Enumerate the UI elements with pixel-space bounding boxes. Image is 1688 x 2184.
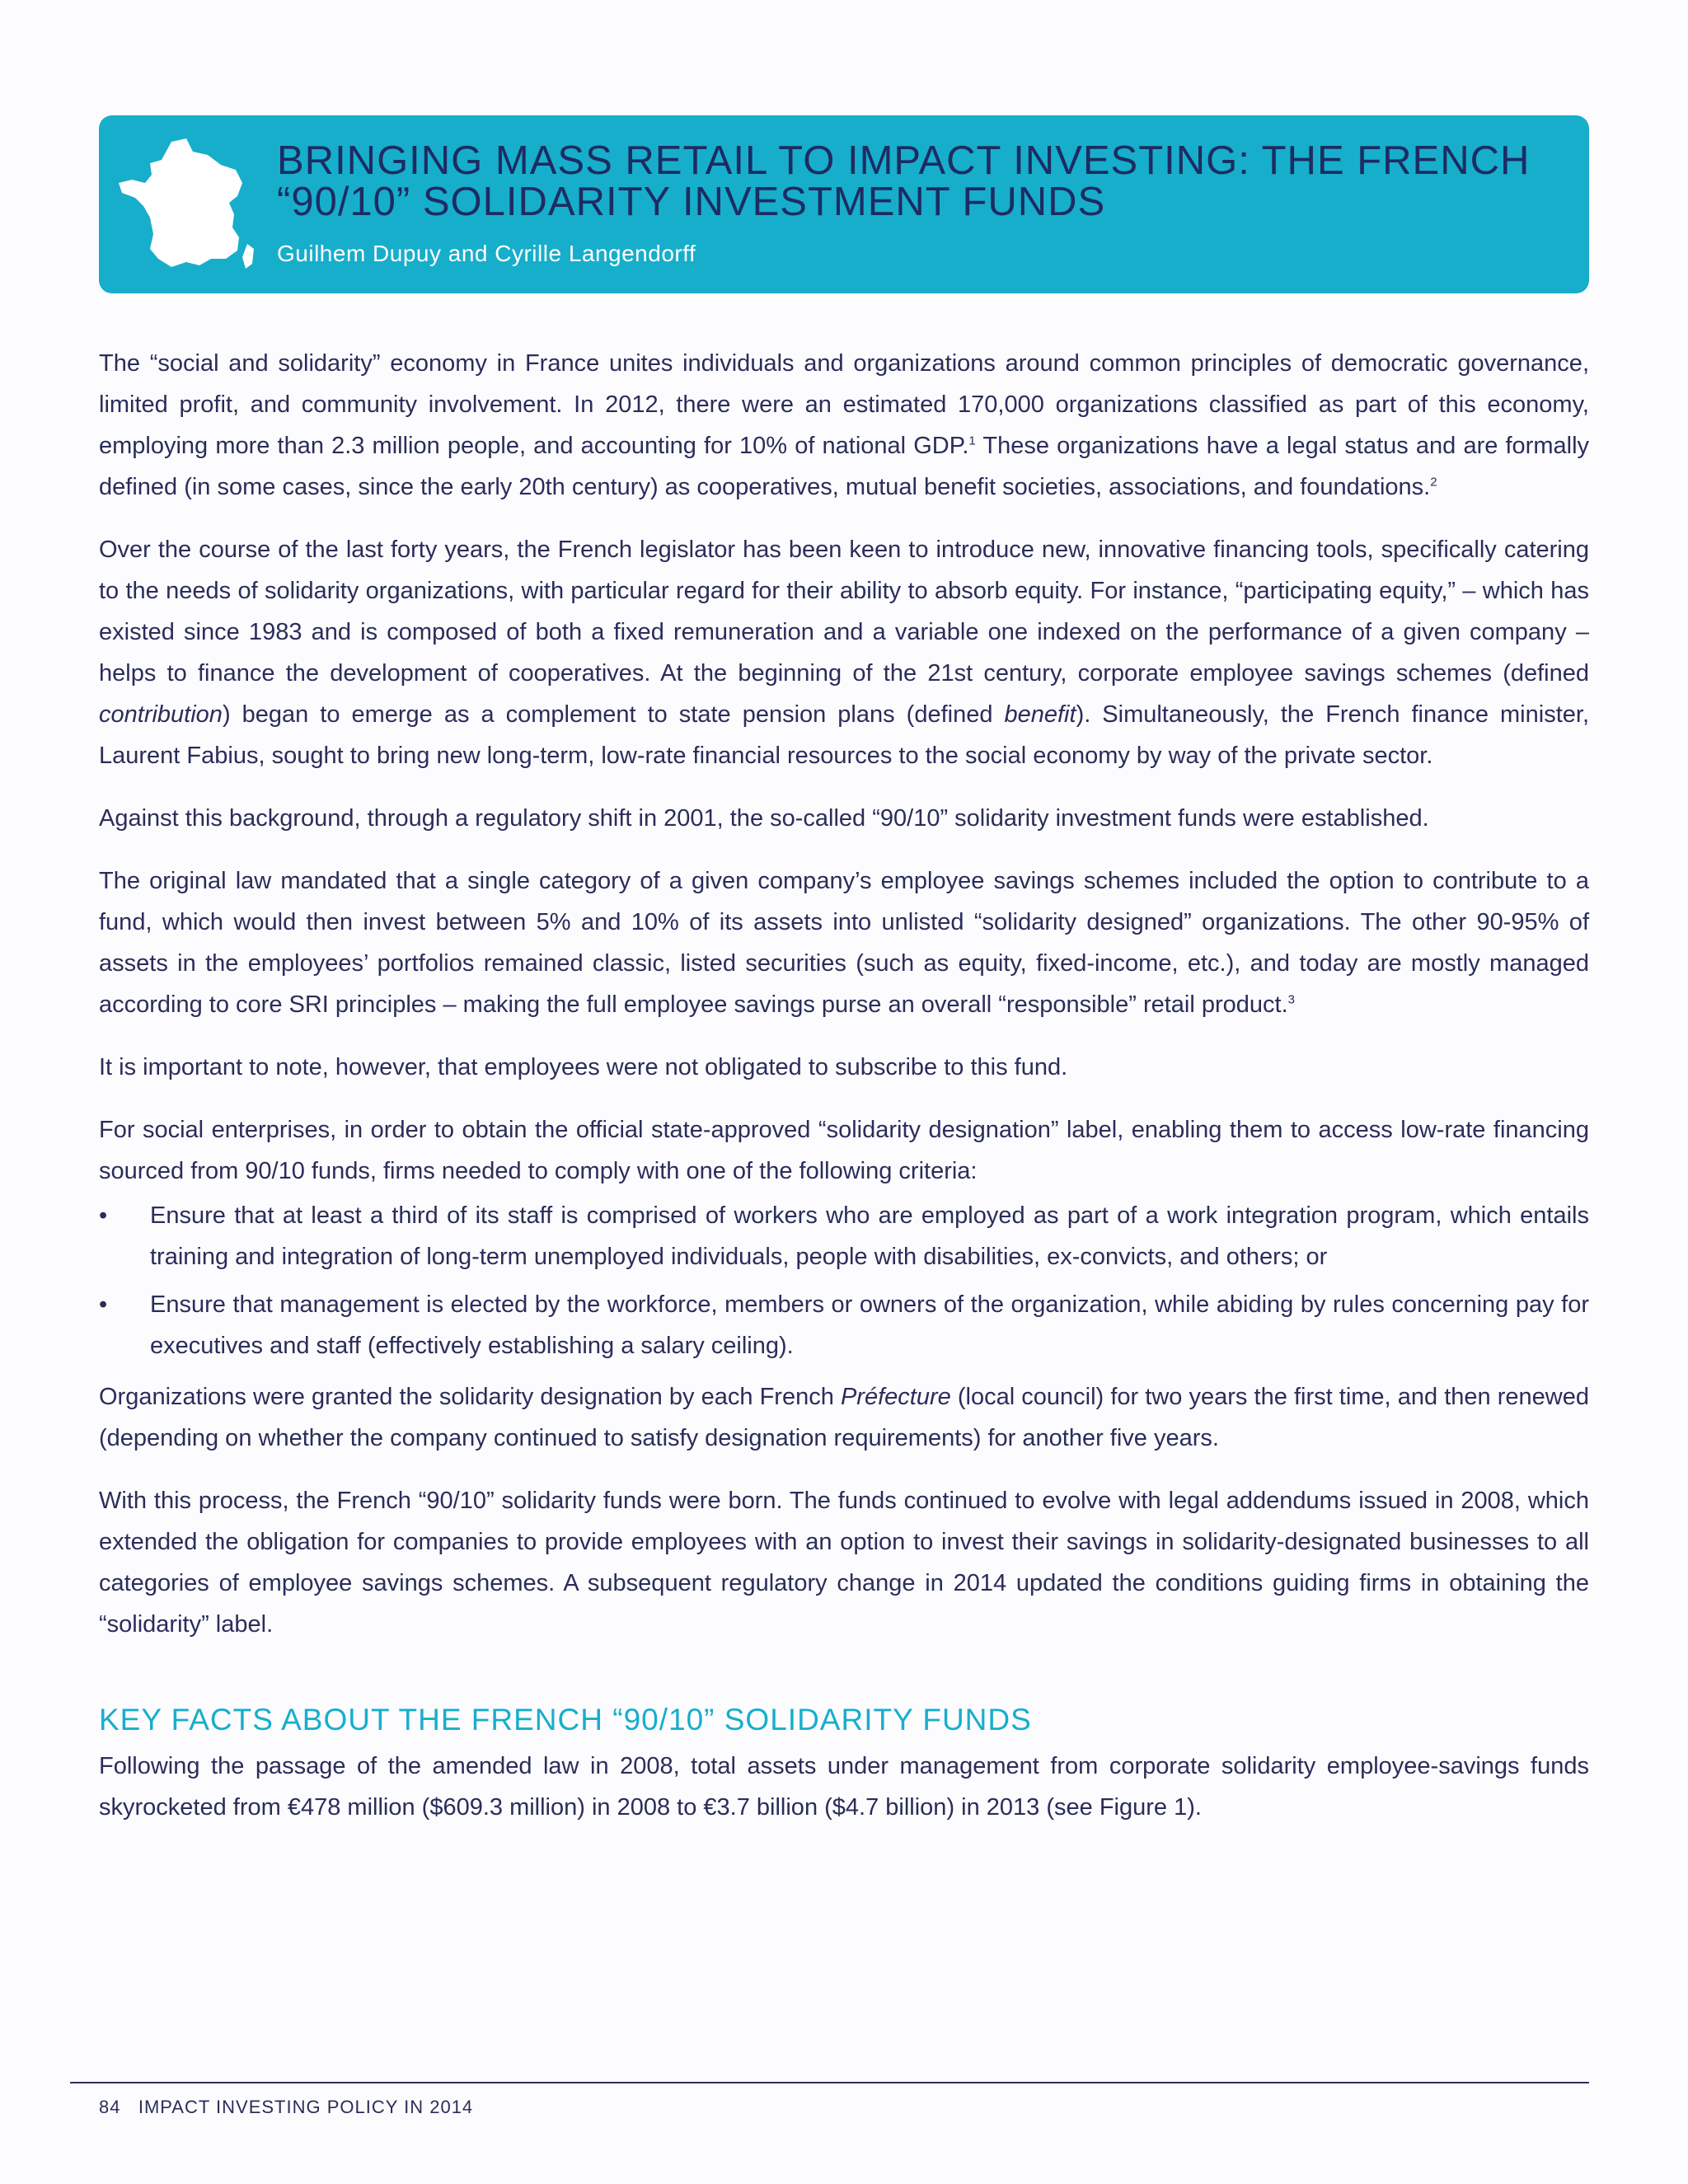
page-number: 84 xyxy=(99,2097,121,2117)
paragraph: Against this background, through a regulatory shift in 2001, the so-called “90/10” solidarity investment funds were established. xyxy=(99,805,1429,832)
title-banner xyxy=(99,115,1589,293)
page-footer xyxy=(99,2097,473,2118)
running-title: IMPACT INVESTING POLICY IN 2014 xyxy=(138,2097,474,2117)
paragraph: Following the passage of the amended law in 2008, total assets under management from corporate solidarity employee-savings funds skyrocketed from €478 million ($609.3 million) in 2008 to €3.7 billion ($4.7 billion) in 2013 (see Figure 1). xyxy=(99,1753,1589,1821)
list-item: • Ensure that management is elected by the workforce, members or owners of the organization, while abiding by rules concerning pay for executives and staff (effectively establishing a salary ceiling). xyxy=(99,1284,1589,1366)
paragraph: The “social and solidarity” economy in France unites individuals and organizations around common principles of democratic governance, limited profit, and community involvement. In 2012, there were an estimated 170,000 organizations classified as part of this economy, employing more than 2.3 million people, and accounting for 10% of national GDP.$^1$ These organizations have a legal status and are formally defined (in some cases, since the early 20th century) as cooperatives, mutual benefit societies, associations, and foundations.$^2$ xyxy=(99,350,1590,500)
france-map-icon xyxy=(117,135,257,275)
paragraph: The original law mandated that a single category of a given company’s employee savings schemes included the option to contribute to a fund, which would then invest between 5% and 10% of its assets into unlisted “solidarity designed” organizations. The other 90-95% of assets in the employees’ portfolios remained classic, listed securities (such as equity, fixed-income, etc.), and today are mostly managed according to core SRI principles – making the full employee savings purse an overall “responsible” retail product.$^3$ xyxy=(99,868,1589,1018)
article-body xyxy=(99,343,1589,1849)
section-heading: KEY FACTS ABOUT THE FRENCH “90/10” SOLIDARITY FUNDS xyxy=(99,1703,1032,1736)
list-item: • Ensure that at least a third of its staff is comprised of workers who are employed as part of a work integration program, which entails training and integration of long-term unemployed individuals, people with disabilities, ex-convicts, and others; or xyxy=(99,1195,1589,1277)
paragraph: Over the course of the last forty years, the French legislator has been keen to introduce new, innovative financing tools, specifically catering to the needs of solidarity organizations, with particular regard for their ability to absorb equity. For instance, “participating equity,” – which has existed since 1983 and is composed of both a fixed remuneration and a variable one indexed on the performance of a given company – helps to finance the development of cooperatives. At the beginning of the 21st century, corporate employee savings schemes (defined contribution) began to emerge as a complement to state pension plans (defined benefit). Simultaneously, the French finance minister, Laurent Fabius, sought to bring new long-term, low-rate financial resources to the social economy by way of the private sector. xyxy=(99,537,1589,769)
paragraph: With this process, the French “90/10” solidarity funds were born. The funds continued to evolve with legal addendums issued in 2008, which extended the obligation for companies to provide employees with an option to invest their savings in solidarity-designated businesses to all categories of employee savings schemes. A subsequent regulatory change in 2014 updated the conditions guiding firms in obtaining the “solidarity” label. xyxy=(99,1488,1589,1638)
paragraph: Organizations were granted the solidarity designation by each French Préfecture (local council) for two years the first time, and then renewed (depending on whether the company continued to satisfy designation requirements) for another five years. xyxy=(99,1384,1589,1451)
footnote-ref[interactable]: 1 xyxy=(968,434,976,448)
paragraph: It is important to note, however, that employees were not obligated to subscribe to this fund. xyxy=(99,1054,1068,1080)
footnote-ref[interactable]: 2 xyxy=(1430,475,1437,490)
criteria-list xyxy=(99,1195,1589,1366)
paragraph: For social enterprises, in order to obtain the official state-approved “solidarity designation” label, enabling them to access low-rate financing sourced from 90/10 funds, firms needed to comply with one of the following criteria: xyxy=(99,1117,1589,1184)
footer-divider xyxy=(70,2082,1589,2083)
bullet-icon: • xyxy=(99,1291,108,1318)
bullet-icon: • xyxy=(99,1202,108,1229)
footnote-ref[interactable]: 3 xyxy=(1287,992,1296,1007)
article-authors: Guilhem Dupuy and Cyrille Langendorff xyxy=(277,241,696,266)
article-title: BRINGING MASS RETAIL TO IMPACT INVESTING: THE FRENCH “90/10” SOLIDARITY INVESTMENT FUNDS xyxy=(277,138,1531,224)
